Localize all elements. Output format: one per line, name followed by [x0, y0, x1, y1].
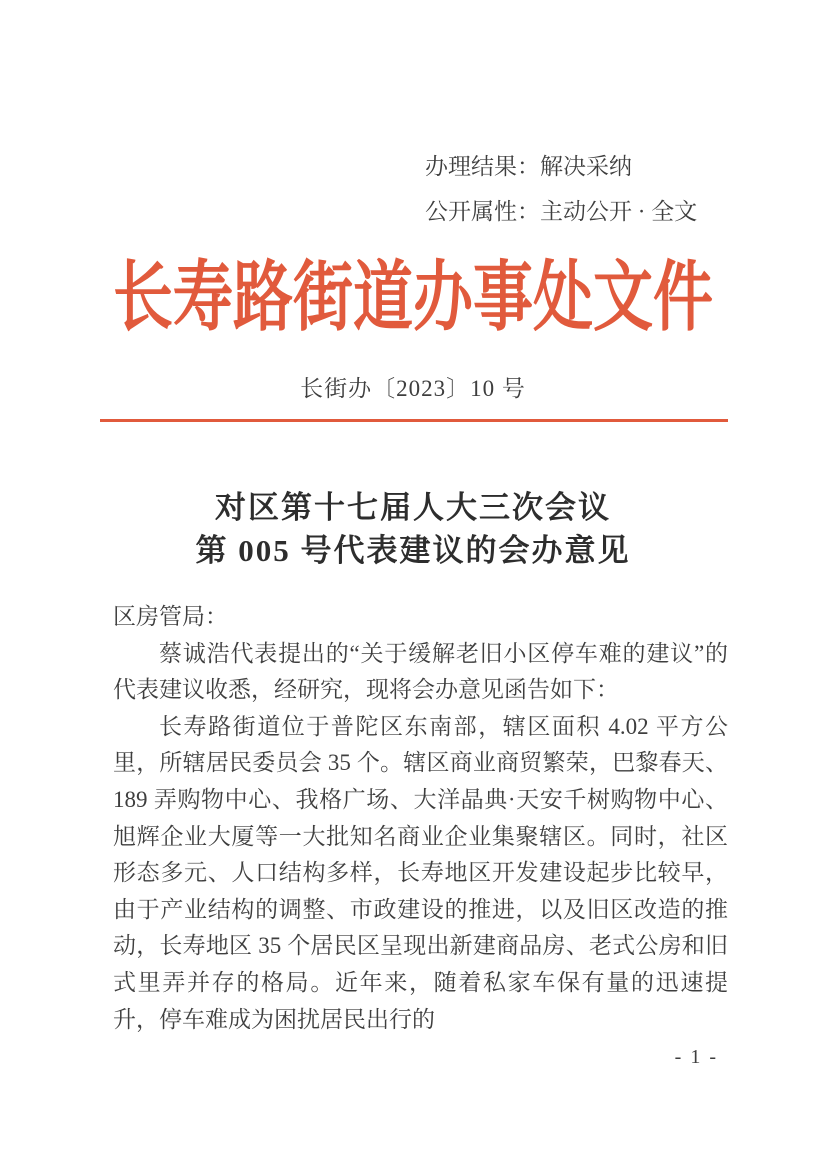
header-meta — [425, 144, 697, 234]
salutation: 区房管局： — [113, 604, 228, 629]
document-title-line1: 对区第十七届人大三次会议 — [215, 490, 611, 525]
paragraph: 长寿路街道位于普陀区东南部，辖区面积 4.02 平方公里，所辖居民委员会 35 个。辖区商业商贸繁荣，巴黎春天、189 弄购物中心、我格广场、大洋晶典·天安千树购物中心、旭辉企业大厦等一大批知名商业企业集聚辖区。同时，社区形态多元、人口结构多样，长寿地区开发建设起步比较早，由于产业结构的调整、市政建设的推进，以及旧区改造的推动，长寿地区 35 个居民区呈现出新建商品房、老式公房和旧式里弄并存的格局。近年来，随着私家车保有量的迅速提升，停车难成为困扰居民出行的 — [113, 713, 728, 1032]
meta-label: 公开属性： — [425, 199, 540, 224]
document-body — [113, 599, 728, 1038]
meta-label: 办理结果： — [425, 154, 540, 179]
meta-value: 主动公开 · 全文 — [540, 199, 698, 224]
document-title-line2: 第 005 号代表建议的会办意见 — [195, 533, 631, 568]
page-number: - 1 - — [674, 1046, 718, 1068]
document-title — [0, 486, 826, 572]
doc-reference-number: 长街办〔2023〕10 号 — [300, 376, 526, 401]
paragraph: 蔡诚浩代表提出的“关于缓解老旧小区停车难的建议”的代表建议收悉，经研究，现将会办意见函告如下： — [113, 640, 728, 703]
meta-value: 解决采纳 — [540, 154, 632, 179]
letterhead-title: 长寿路街道办事处文件 — [113, 255, 713, 341]
meta-line-disclosure — [425, 189, 697, 234]
red-divider-line — [100, 419, 728, 422]
meta-line-handling-result — [425, 144, 697, 189]
